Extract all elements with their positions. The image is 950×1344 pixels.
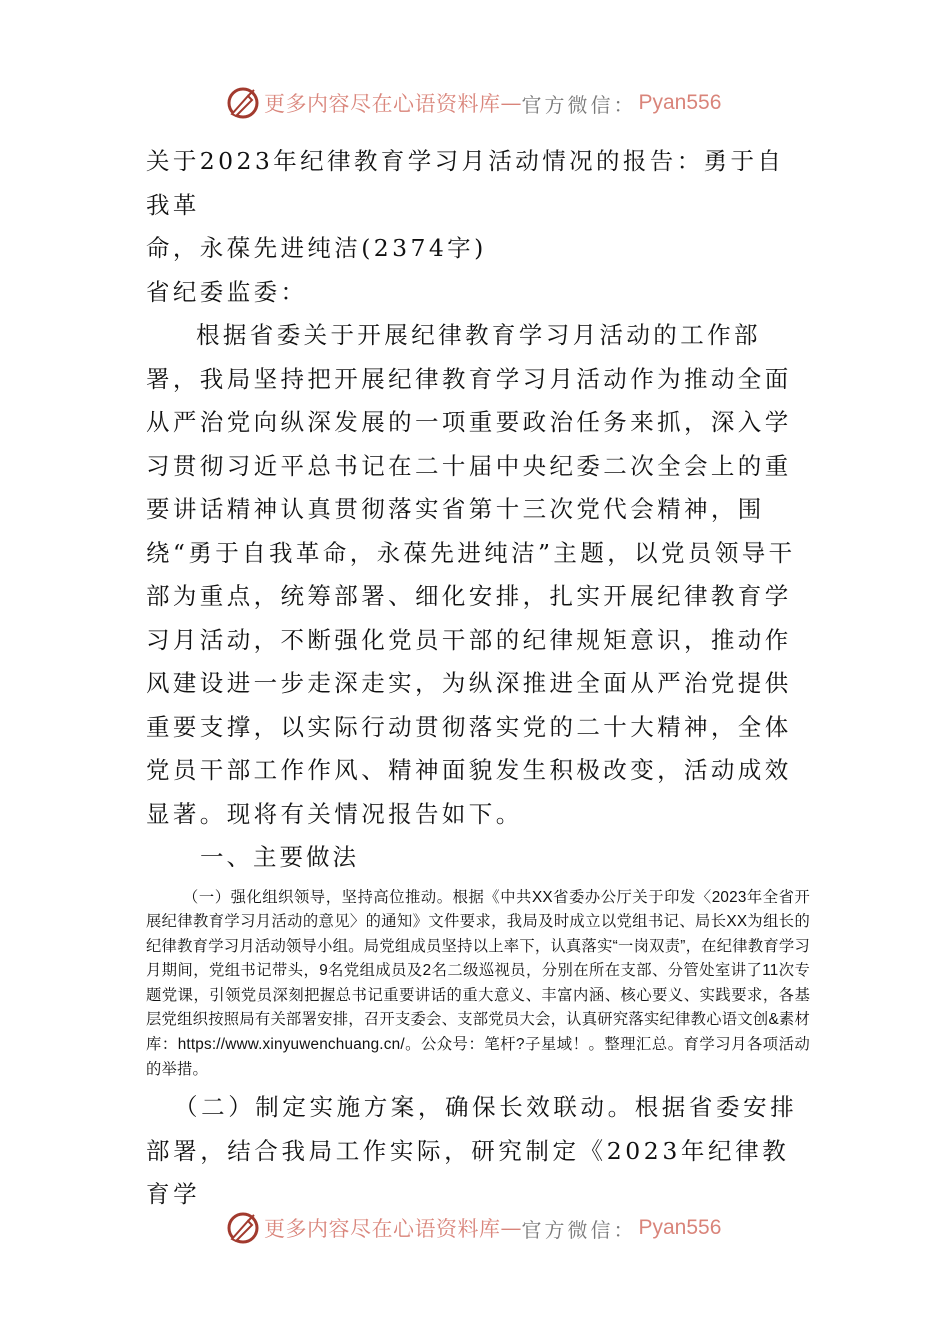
quill-pen-logo-icon	[226, 86, 260, 120]
item-2-paragraph: （二）制定实施方案，确保长效联动。根据省委安排部署，结合我局工作实际，研究制定《2023年纪律教育学	[146, 1093, 798, 1209]
watermark-account: Pyan556	[638, 1216, 722, 1239]
section-heading-1: 一、主要做法	[200, 843, 359, 871]
watermark-label: 官方微信：	[521, 1217, 637, 1242]
watermark-label: 官方微信：	[521, 92, 637, 117]
watermark-account: Pyan556	[638, 91, 722, 114]
watermark-footer	[226, 1208, 721, 1248]
document-body	[146, 140, 810, 1217]
item-1-paragraph: （一）强化组织领导，坚持高位推动。根据《中共XX省委办公厅关于印发〈2023年全省开展纪律教育学习月活动的意见〉的通知》文件要求，我局及时成立以党组书记、局长XX为组长的纪律教育学习月活动领导小组。局党组成员坚持以上率下，认真落实“一岗双责”，在纪律教育学习月期间，党组书记带头，9名党组成员及2名二级巡视员，分别在所在支部、分管处室讲了11次专题党课，引领党员深刻把握总书记重要讲话的重大意义、丰富内涵、核心要义、实践要求，各基层党组织按照局有关部署安排，召开支委会、支部党员大会，认真研究落实纪律教心语文创&素材库：https://www.xinyuwenchuang.cn/。公众号：笔杆?子星域！。整理汇总。育学习月各项活动的举措。	[146, 888, 810, 1078]
watermark-brand-text: 更多内容尽在心语资料库	[264, 92, 501, 116]
watermark-brand-text: 更多内容尽在心语资料库	[264, 1217, 501, 1241]
watermark-header	[226, 83, 721, 123]
watermark-dash: —	[500, 1216, 522, 1240]
document-title-line-2: 命，永葆先进纯洁(2374字)	[146, 234, 487, 262]
document-title-line-1: 关于2023年纪律教育学习月活动情况的报告：勇于自我革	[146, 147, 785, 219]
watermark-dash: —	[500, 91, 522, 115]
intro-paragraph: 根据省委关于开展纪律教育学习月活动的工作部署，我局坚持把开展纪律教育学习月活动作为推动全面从严治党向纵深发展的一项重要政治任务来抓，深入学习贯彻习近平总书记在二十届中央纪委二次全会上的重要讲话精神认真贯彻落实省第十三次党代会精神，围绕“勇于自我革命，永葆先进纯洁”主题，以党员领导干部为重点，统筹部署、细化安排，扎实开展纪律教育学习月活动，不断强化党员干部的纪律规矩意识，推动作风建设进一步走深走实，为纵深推进全面从严治党提供重要支撑，以实际行动贯彻落实党的二十大精神，全体党员干部工作作风、精神面貌发生积极改变，活动成效显著。现将有关情况报告如下。	[146, 321, 796, 828]
quill-pen-logo-icon	[226, 1211, 260, 1245]
recipient: 省纪委监委：	[146, 277, 308, 306]
